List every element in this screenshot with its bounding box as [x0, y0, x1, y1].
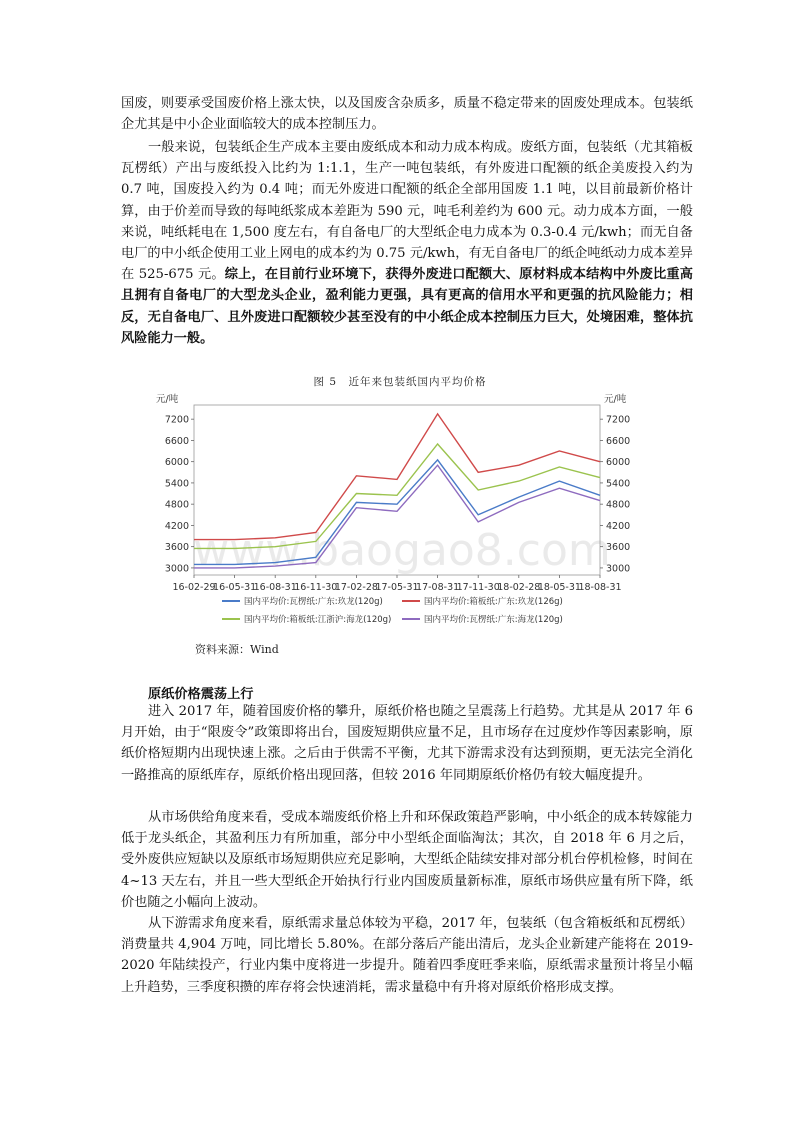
paragraph-4: 从市场供给角度来看，受成本端废纸价格上升和环保政策趋严影响，中小纸企的成本转嫁能力低于龙头纸企，其盈利压力有所加重，部分中小型纸企面临淘汰；其次，自 2018 年 6 月之后，受外废供应短缺以及原纸市场短期供应充足影响，大型纸企陆续安排对部分机台停机检修，时间在 4~13 天左右，并且一些大型纸企开始执行行业内国废质量新标准，原纸市场供应量有所下降，纸价也随之小幅向上波动。	[121, 810, 693, 910]
chart-svg	[152, 393, 647, 648]
y-tick-label-left: 4800	[164, 499, 189, 511]
y-tick-label-left: 4200	[164, 520, 189, 532]
y-tick-label-left: 3600	[164, 542, 189, 554]
paragraph-2	[121, 137, 693, 349]
x-tick-label: 17-02-28	[334, 582, 378, 593]
x-tick-label: 18-02-28	[497, 582, 541, 593]
y-tick-label-left: 7200	[164, 414, 189, 426]
y-tick-label-right: 4800	[606, 499, 631, 511]
section-title: 原纸价格震荡上行	[148, 687, 254, 702]
figure-caption: 图 5 近年来包装纸国内平均价格	[313, 376, 487, 388]
x-tick-label: 18-08-31	[578, 582, 622, 593]
paragraph-5: 从下游需求角度来看，原纸需求量总体较为平稳，2017 年，包装纸（包含箱板纸和瓦楞纸）消费量共 4,904 万吨，同比增长 5.80%。在部分落后产能出清后，龙头企业新建产能将在 2019-2020 年陆续投产，行业内集中度将进一步提升。随着四季度旺季来临，原纸需求量预计将呈小幅上升趋势，三季度积攒的库存将会快速消耗，需求量稳中有升将对原纸价格形成支撑。	[121, 916, 693, 995]
paragraph-2-conclusion: 综上，在目前行业环境下，获得外废进口配额大、原材料成本结构中外废比重高且拥有自备电厂的大型龙头企业，盈利能力更强，具有更高的信用水平和更强的抗风险能力；相反，无自备电厂、且外废进口配额较少甚至没有的中小纸企成本控制压力巨大，处境困难，整体抗风险能力一般。	[121, 267, 693, 346]
y-tick-label-right: 4200	[606, 520, 631, 532]
legend-label-1: 国内平均价:瓦楞纸:广东:玖龙(120g)	[244, 597, 383, 607]
x-tick-label: 17-05-31	[375, 582, 419, 593]
y-tick-label-right: 7200	[606, 414, 631, 426]
x-tick-label: 16-11-30	[294, 582, 338, 593]
price-chart	[152, 393, 647, 648]
paragraph-3: 进入 2017 年，随着国废价格的攀升，原纸价格也随之呈震荡上行趋势。尤其是从 2017 年 6 月开始，由于“限废令”政策即将出台，国废短期供应量不足，且市场存在过度炒作等因素影响，原纸价格短期内出现快速上涨。之后由于供需不平衡，尤其下游需求没有达到预期，更无法完全消化一路推高的原纸库存，原纸价格出现回落，但较 2016 年同期原纸价格仍有较大幅度提升。	[121, 704, 693, 783]
legend-label-2: 国内平均价:箱板纸:广东:玖龙(126g)	[424, 597, 563, 607]
x-tick-label: 16-08-31	[253, 582, 297, 593]
x-tick-label: 17-08-31	[416, 582, 460, 593]
y-tick-label-right: 5400	[606, 478, 631, 490]
y-unit-label-left: 元/吨	[156, 394, 179, 405]
y-unit-label-right: 元/吨	[604, 394, 627, 405]
legend-label-3: 国内平均价:箱板纸:江浙沪:海龙(120g)	[244, 615, 392, 625]
y-tick-label-left: 6600	[164, 435, 189, 447]
y-tick-label-right: 6000	[606, 457, 631, 469]
watermark-text: www.baogao8.com	[193, 525, 611, 576]
y-tick-label-right: 3600	[606, 542, 631, 554]
legend-label-4: 国内平均价:瓦楞纸:广东:海龙(120g)	[424, 615, 563, 625]
paragraph-1: 国废，则要承受国废价格上涨太快，以及国废含杂质多，质量不稳定带来的固废处理成本。包装纸企尤其是中小企业面临较大的成本控制压力。	[121, 96, 693, 133]
y-tick-label-right: 3000	[606, 563, 631, 575]
x-tick-label: 17-11-30	[456, 582, 500, 593]
x-tick-label: 16-02-29	[172, 582, 216, 593]
x-tick-label: 18-05-31	[537, 582, 581, 593]
x-tick-label: 16-05-31	[213, 582, 257, 593]
source-note: 资料来源：Wind	[195, 643, 279, 656]
y-tick-label-left: 6000	[164, 457, 189, 469]
series-line-2	[194, 414, 600, 540]
paragraph-2-text: 一般来说，包装纸企生产成本主要由废纸成本和动力成本构成。废纸方面，包装纸（尤其箱板瓦楞纸）产出与废纸投入比约为 1:1.1，生产一吨包装纸，有外废进口配额的纸企美废投入约为 0.7 吨，国废投入约为 0.4 吨；而无外废进口配额的纸企全部用国废 1.1 吨，以目前最新价格计算，由于价差而导致的每吨纸浆成本差距为 590 元，吨毛利差约为 600 元。动力成本方面，一般来说，吨纸耗电在 1,500 度左右，有自备电厂的大型纸企电力成本为 0.3-0.4 元/kwh；而无自备电厂的中小纸企使用工业上网电的成本约为 0.75 元/kwh，有无自备电厂的纸企吨纸动力成本差异在 525-675 元。	[121, 140, 693, 283]
y-tick-label-left: 5400	[164, 478, 189, 490]
y-tick-label-right: 6600	[606, 435, 631, 447]
y-tick-label-left: 3000	[164, 563, 189, 575]
